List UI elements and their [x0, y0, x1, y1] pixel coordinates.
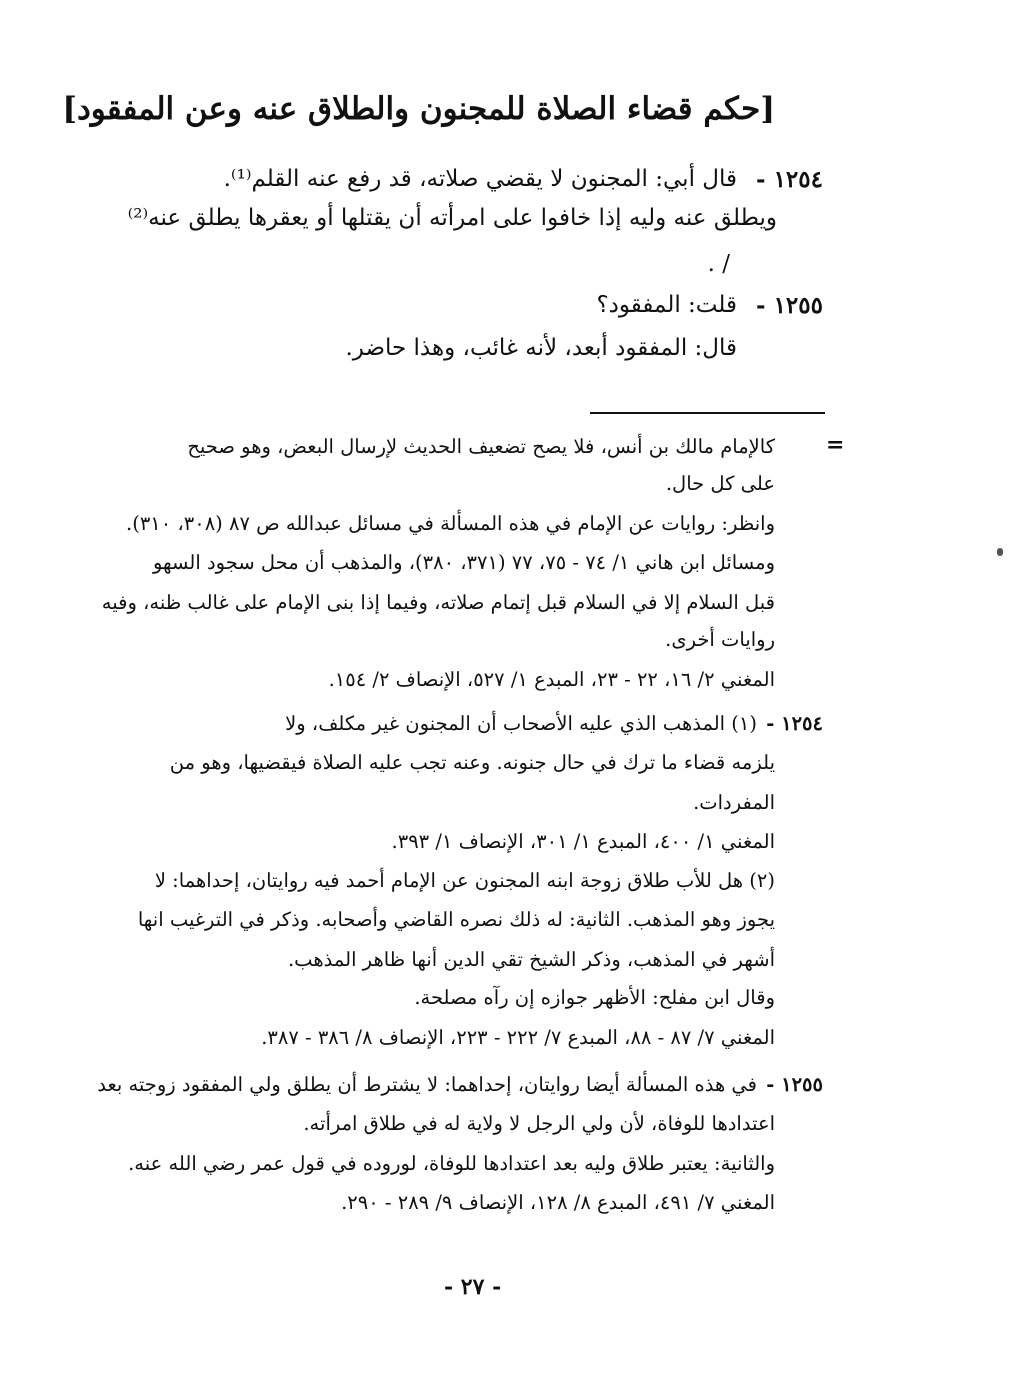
- footnote-1254-line-3: المفردات.: [693, 791, 775, 814]
- entry-1254-line-1: قال أبي: المجنون لا يقضي صلاته، قد رفع عنه القلم⁽¹⁾.: [223, 166, 737, 192]
- entry-1255-line-1: قلت: المفقود؟: [596, 292, 737, 318]
- footnote-continued-line-7: المغني ٢/ ١٦، ٢٢ - ٢٣، المبدع ١/ ٥٢٧، الإنصاف ٢/ ١٥٤.: [328, 668, 775, 691]
- footnote-1255-line-3: والثانية: يعتبر طلاق وليه بعد اعتدادها للوفاة، لوروده في قول عمر رضي الله عنه.: [128, 1152, 775, 1175]
- footnote-1254-line-7: أشهر في المذهب، وذكر الشيخ تقي الدين أنها ظاهر المذهب.: [287, 948, 775, 971]
- footnote-1254-line-2: يلزمه قضاء ما ترك في حال جنونه. وعنه تجب عليه الصلاة فيقضيها، وهو من: [169, 751, 775, 774]
- entry-1254-line-3: / .: [707, 251, 730, 277]
- footnote-1255-line-2: اعتدادها للوفاة، لأن ولي الرجل لا ولاية له في طلاق امرأته.: [303, 1112, 775, 1135]
- footnote-1255-line-4: المغني ٧/ ٤٩١، المبدع ٨/ ١٢٨، الإنصاف ٩/ ٢٨٩ - ٢٩٠.: [341, 1191, 775, 1214]
- footnote-1255-line-1: في هذه المسألة أيضا روايتان، إحداهما: لا يشترط أن يطلق ولي المفقود زوجته بعد: [97, 1073, 757, 1096]
- footnote-continued-line-3: وانظر: روايات عن الإمام في هذه المسألة في مسائل عبدالله ص ٨٧ (٣٠٨، ٣١٠).: [126, 512, 775, 535]
- entry-1254-line-2: ويطلق عنه وليه إذا خافوا على امرأته أن يقتلها أو يعقرها يطلق عنه⁽²⁾: [127, 205, 777, 231]
- entry-1255-number: ١٢٥٥ -: [756, 292, 823, 319]
- footnote-continued-line-4: ومسائل ابن هاني ١/ ٧٤ - ٧٥، ٧٧ (٣٧١، ٣٨٠)، والمذهب أن محل سجود السهو: [152, 551, 775, 574]
- entry-1254-number: ١٢٥٤ -: [756, 166, 823, 193]
- page-number: - ٢٧ -: [444, 1274, 502, 1300]
- footnote-continued-line-1: كالإمام مالك بن أنس، فلا يصح تضعيف الحديث لإرسال البعض، وهو صحيح: [187, 435, 775, 458]
- footnote-1254-line-8: وقال ابن مفلح: الأظهر جوازه إن رآه مصلحة.: [414, 986, 775, 1009]
- footnote-1254-line-1: (١) المذهب الذي عليه الأصحاب أن المجنون غير مكلف، ولا: [285, 712, 757, 735]
- footnote-1254-label: ١٢٥٤ -: [766, 712, 823, 735]
- footnote-continued-line-2: على كل حال.: [665, 472, 775, 495]
- footnote-1254-line-6: يجوز وهو المذهب. الثانية: له ذلك نصره القاضي وأصحابه. وذكر في الترغيب انها: [137, 908, 775, 931]
- footnote-continued-line-5: قبل السلام إلا في السلام قبل إتمام صلاته، وفيما إذا بنى الإمام على غالب ظنه، وفيه: [101, 591, 775, 614]
- footnote-1254-line-4: المغني ١/ ٤٠٠، المبدع ١/ ٣٠١، الإنصاف ١/ ٣٩٣.: [391, 830, 775, 853]
- entry-1255-line-2: قال: المفقود أبعد، لأنه غائب، وهذا حاضر.: [345, 335, 737, 361]
- footnote-1255-label: ١٢٥٥ -: [766, 1073, 823, 1096]
- section-title: [حكم قضاء الصلاة للمجنون والطلاق عنه وعن المفقود]: [62, 91, 775, 127]
- footnote-1254-line-9: المغني ٧/ ٨٧ - ٨٨، المبدع ٧/ ٢٢٢ - ٢٢٣، الإنصاف ٨/ ٣٨٦ - ٣٨٧.: [261, 1026, 775, 1049]
- footnote-1254-line-5: (٢) هل للأب طلاق زوجة ابنه المجنون عن الإمام أحمد فيه روايتان، إحداهما: لا: [154, 869, 775, 892]
- footnote-continued-line-6: روايات أخرى.: [665, 628, 775, 651]
- scan-speck: [997, 548, 1003, 556]
- footnote-separator: [590, 412, 825, 414]
- footnote-continuation-marker: =: [826, 432, 845, 458]
